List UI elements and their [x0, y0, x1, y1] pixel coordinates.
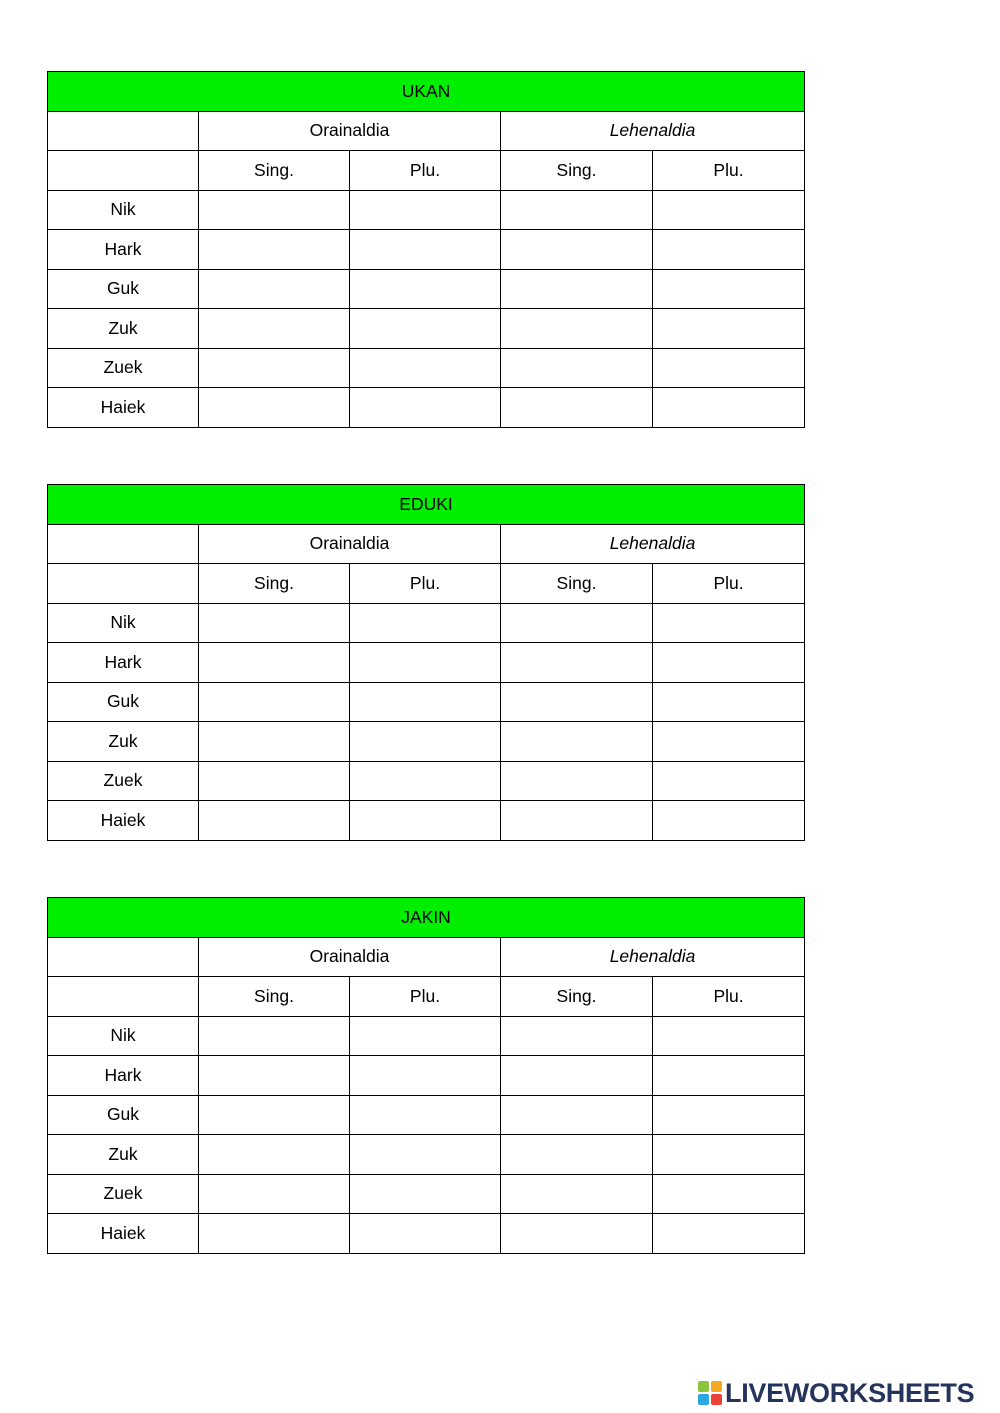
answer-cell[interactable] — [653, 388, 805, 428]
pronoun-label: Zuk — [48, 309, 199, 349]
tense-present-header: Orainaldia — [199, 524, 501, 564]
pronoun-label: Zuk — [48, 722, 199, 762]
answer-cell[interactable] — [199, 603, 350, 643]
answer-cell[interactable] — [199, 761, 350, 801]
plural-header: Plu. — [350, 977, 501, 1017]
answer-cell[interactable] — [653, 348, 805, 388]
answer-cell[interactable] — [501, 603, 653, 643]
pronoun-label: Hark — [48, 230, 199, 270]
answer-cell[interactable] — [350, 1174, 501, 1214]
answer-cell[interactable] — [199, 1135, 350, 1175]
plural-header: Plu. — [350, 564, 501, 604]
pronoun-label: Zuek — [48, 761, 199, 801]
plural-header: Plu. — [653, 151, 805, 191]
conjugation-table-eduki — [47, 484, 805, 841]
conjugation-table-jakin — [47, 897, 805, 1254]
verb-title: EDUKI — [48, 485, 805, 525]
blank-corner-cell — [48, 564, 199, 604]
answer-cell[interactable] — [501, 722, 653, 762]
answer-cell[interactable] — [653, 1214, 805, 1254]
answer-cell[interactable] — [501, 643, 653, 683]
answer-cell[interactable] — [199, 722, 350, 762]
conjugation-table-ukan — [47, 71, 805, 428]
answer-cell[interactable] — [653, 761, 805, 801]
answer-cell[interactable] — [199, 388, 350, 428]
pronoun-label: Guk — [48, 682, 199, 722]
answer-cell[interactable] — [350, 348, 501, 388]
singular-header: Sing. — [501, 564, 653, 604]
answer-cell[interactable] — [350, 682, 501, 722]
answer-cell[interactable] — [653, 722, 805, 762]
answer-cell[interactable] — [501, 801, 653, 841]
answer-cell[interactable] — [653, 1174, 805, 1214]
pronoun-label: Hark — [48, 643, 199, 683]
plural-header: Plu. — [653, 977, 805, 1017]
answer-cell[interactable] — [199, 190, 350, 230]
blank-corner-cell — [48, 937, 199, 977]
answer-cell[interactable] — [350, 801, 501, 841]
answer-cell[interactable] — [501, 309, 653, 349]
plural-header: Plu. — [350, 151, 501, 191]
pronoun-label: Hark — [48, 1056, 199, 1096]
answer-cell[interactable] — [350, 1095, 501, 1135]
pronoun-label: Haiek — [48, 1214, 199, 1254]
blank-corner-cell — [48, 111, 199, 151]
answer-cell[interactable] — [199, 1016, 350, 1056]
singular-header: Sing. — [501, 151, 653, 191]
answer-cell[interactable] — [501, 682, 653, 722]
answer-cell[interactable] — [653, 309, 805, 349]
answer-cell[interactable] — [501, 269, 653, 309]
answer-cell[interactable] — [350, 1056, 501, 1096]
answer-cell[interactable] — [350, 1016, 501, 1056]
answer-cell[interactable] — [199, 269, 350, 309]
tense-past-header: Lehenaldia — [501, 524, 805, 564]
answer-cell[interactable] — [653, 1016, 805, 1056]
answer-cell[interactable] — [653, 1056, 805, 1096]
tense-present-header: Orainaldia — [199, 937, 501, 977]
logo-text: LIVEWORKSHEETS — [725, 1377, 975, 1408]
verb-title: JAKIN — [48, 898, 805, 938]
pronoun-label: Zuek — [48, 348, 199, 388]
singular-header: Sing. — [501, 977, 653, 1017]
answer-cell[interactable] — [350, 269, 501, 309]
answer-cell[interactable] — [350, 1135, 501, 1175]
answer-cell[interactable] — [501, 388, 653, 428]
answer-cell[interactable] — [653, 1095, 805, 1135]
plural-header: Plu. — [653, 564, 805, 604]
answer-cell[interactable] — [501, 1174, 653, 1214]
answer-cell[interactable] — [199, 230, 350, 270]
answer-cell[interactable] — [653, 190, 805, 230]
pronoun-label: Haiek — [48, 388, 199, 428]
singular-header: Sing. — [199, 977, 350, 1017]
answer-cell[interactable] — [501, 1016, 653, 1056]
pronoun-label: Nik — [48, 190, 199, 230]
pronoun-label: Guk — [48, 1095, 199, 1135]
answer-cell[interactable] — [501, 1214, 653, 1254]
answer-cell[interactable] — [350, 761, 501, 801]
answer-cell[interactable] — [501, 348, 653, 388]
answer-cell[interactable] — [653, 682, 805, 722]
answer-cell[interactable] — [653, 1135, 805, 1175]
answer-cell[interactable] — [350, 722, 501, 762]
answer-cell[interactable] — [350, 309, 501, 349]
answer-cell[interactable] — [199, 1174, 350, 1214]
pronoun-label: Nik — [48, 1016, 199, 1056]
answer-cell[interactable] — [199, 1056, 350, 1096]
answer-cell[interactable] — [501, 1095, 653, 1135]
pronoun-label: Zuk — [48, 1135, 199, 1175]
singular-header: Sing. — [199, 151, 350, 191]
tense-present-header: Orainaldia — [199, 111, 501, 151]
answer-cell[interactable] — [653, 643, 805, 683]
answer-cell[interactable] — [199, 348, 350, 388]
answer-cell[interactable] — [199, 643, 350, 683]
answer-cell[interactable] — [199, 682, 350, 722]
answer-cell[interactable] — [199, 309, 350, 349]
answer-cell[interactable] — [653, 230, 805, 270]
answer-cell[interactable] — [350, 230, 501, 270]
tense-past-header: Lehenaldia — [501, 111, 805, 151]
singular-header: Sing. — [199, 564, 350, 604]
answer-cell[interactable] — [501, 1056, 653, 1096]
answer-cell[interactable] — [501, 761, 653, 801]
answer-cell[interactable] — [350, 643, 501, 683]
answer-cell[interactable] — [653, 603, 805, 643]
answer-cell[interactable] — [501, 1135, 653, 1175]
answer-cell[interactable] — [350, 190, 501, 230]
answer-cell[interactable] — [199, 1214, 350, 1254]
answer-cell[interactable] — [501, 230, 653, 270]
answer-cell[interactable] — [350, 1214, 501, 1254]
pronoun-label: Nik — [48, 603, 199, 643]
answer-cell[interactable] — [653, 269, 805, 309]
pronoun-label: Haiek — [48, 801, 199, 841]
liveworksheets-logo-icon — [698, 1381, 722, 1405]
liveworksheets-logo — [698, 1378, 974, 1408]
verb-title: UKAN — [48, 72, 805, 112]
answer-cell[interactable] — [199, 801, 350, 841]
blank-corner-cell — [48, 151, 199, 191]
answer-cell[interactable] — [350, 388, 501, 428]
blank-corner-cell — [48, 524, 199, 564]
answer-cell[interactable] — [350, 603, 501, 643]
answer-cell[interactable] — [653, 801, 805, 841]
pronoun-label: Guk — [48, 269, 199, 309]
blank-corner-cell — [48, 977, 199, 1017]
tense-past-header: Lehenaldia — [501, 937, 805, 977]
pronoun-label: Zuek — [48, 1174, 199, 1214]
answer-cell[interactable] — [199, 1095, 350, 1135]
answer-cell[interactable] — [501, 190, 653, 230]
